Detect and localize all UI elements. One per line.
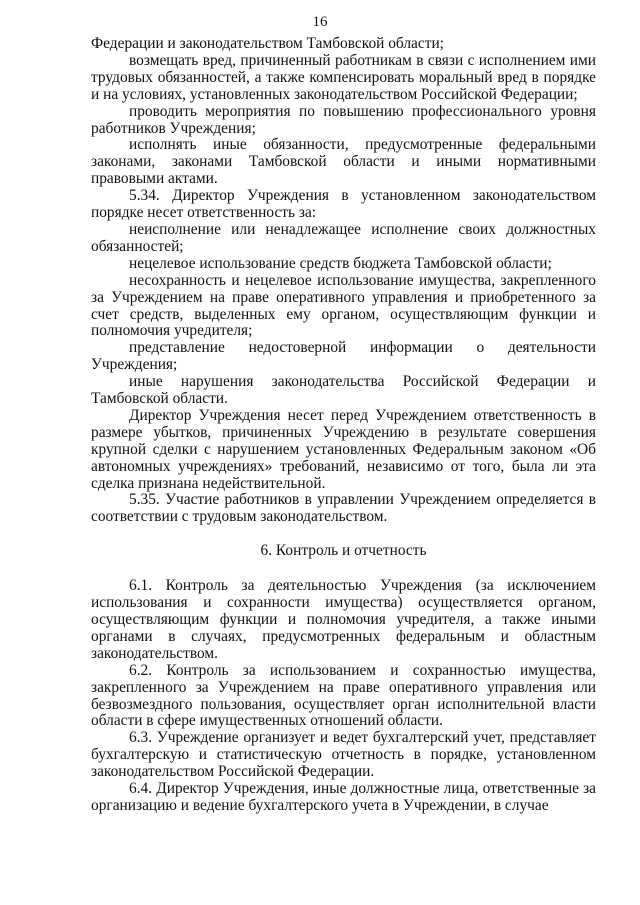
paragraph: 6.1. Контроль за деятельностью Учреждения (за исключением использования и сохранности имущества) осуществляется органом, осуществляющим функции и полномочия учредителя, а также иными органами в случаях, предусмотренных федеральным и областным законодательством.: [91, 577, 596, 662]
paragraph: иные нарушения законодательства Российской Федерации и Тамбовской области.: [91, 373, 596, 408]
paragraph: исполнять иные обязанности, предусмотренные федеральными законами, законами Тамбовской области и иными нормативными правовыми актами.: [91, 136, 596, 188]
paragraph: 5.35. Участие работников в управлении Учреждением определяется в соответствии с трудовым законодательством.: [91, 491, 596, 526]
page-number: 16: [312, 14, 328, 30]
paragraph: представление недостоверной информации о деятельности Учреждения;: [91, 339, 596, 374]
paragraph: 6.4. Директор Учреждения, иные должностные лица, ответственные за организацию и ведение бухгалтерского учета в Учреждении, в случае: [91, 780, 596, 814]
paragraph: 6.2. Контроль за использованием и сохранностью имущества, закрепленного за Учреждением на праве оперативного управления или безвозмездного пользования, осуществляет орган исполнительной власти области в сфере имущественных отношений области.: [91, 661, 596, 730]
paragraph: нецелевое использование средств бюджета Тамбовской области;: [129, 254, 552, 272]
paragraph: проводить мероприятия по повышению профессионального уровня работников Учреждения;: [91, 102, 596, 137]
paragraph: Директор Учреждения несет перед Учреждением ответственность в размере убытков, причиненных Учреждению в результате совершения крупной сделки с нарушением установленных Федеральным законом «Об автономных учреждениях» требований, независимо от того, была ли эта сделка признана недействительной.: [91, 406, 596, 492]
paragraph: 6.3. Учреждение организует и ведет бухгалтерский учет, представляет бухгалтерскую и статистическую отчетность в порядке, установленном законодательством Российской Федерации.: [91, 729, 596, 781]
paragraph: Федерации и законодательством Тамбовской области;: [91, 35, 444, 52]
paragraph: несохранность и нецелевое использование имущества, закрепленного за Учреждением на праве оперативного управления и приобретенного за счет средств, выделенных ему органом, осуществляющим функции и полномочия учредителя;: [91, 271, 596, 340]
paragraph: возмещать вред, причиненный работникам в связи с исполнением ими трудовых обязанностей, а также компенсировать моральный вред в порядке и на условиях, установленных законодательством Российской Федерации;: [91, 51, 596, 103]
paragraph: 5.34. Директор Учреждения в установленном законодательством порядке несет ответственность за:: [91, 187, 596, 222]
section-heading: 6. Контроль и отчетность: [260, 542, 427, 560]
document-body: [91, 36, 596, 815]
paragraph: неисполнение или ненадлежащее исполнение своих должностных обязанностей;: [91, 220, 596, 255]
